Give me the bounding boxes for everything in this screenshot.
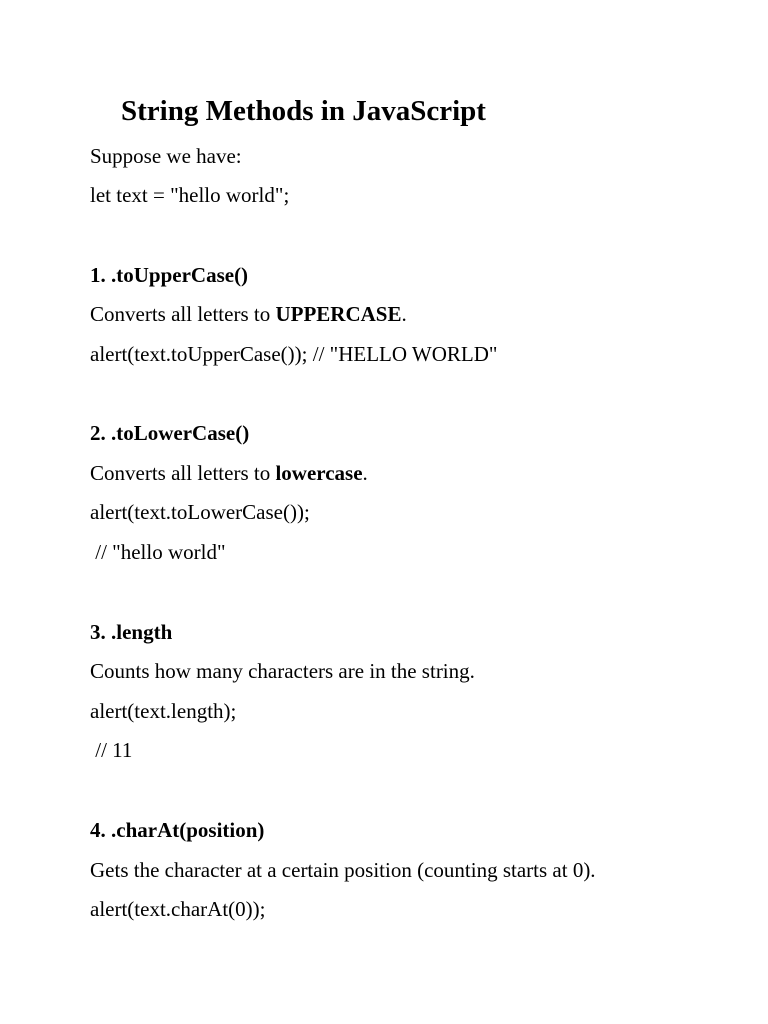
section-heading-charat: 4. .charAt(position)	[90, 818, 265, 842]
section-description-length: Counts how many characters are in the string.	[90, 659, 475, 683]
section-comment-length: // 11	[90, 738, 133, 762]
section-description-tolowercase	[90, 460, 368, 486]
section-description-touppercase	[90, 301, 407, 327]
description-emphasis: lowercase	[275, 461, 363, 485]
page-title: String Methods in JavaScript	[121, 95, 486, 127]
description-text: Converts all letters to	[90, 302, 276, 326]
description-text: Converts all letters to	[90, 461, 276, 485]
section-comment-tolowercase: // "hello world"	[90, 540, 226, 564]
section-heading-length: 3. .length	[90, 620, 173, 644]
description-emphasis: UPPERCASE	[275, 302, 402, 326]
section-code-length: alert(text.length);	[90, 699, 237, 723]
description-end: .	[401, 302, 407, 326]
intro-text: Suppose we have:	[90, 144, 242, 168]
intro-declaration: let text = "hello world";	[90, 183, 290, 207]
section-code-touppercase: alert(text.toUpperCase()); // "HELLO WORLD"	[90, 342, 498, 366]
section-heading-touppercase: 1. .toUpperCase()	[90, 263, 249, 287]
description-end: .	[362, 461, 368, 485]
section-code-charat: alert(text.charAt(0));	[90, 897, 266, 921]
section-description-charat: Gets the character at a certain position (counting starts at 0).	[90, 858, 596, 882]
section-code-tolowercase: alert(text.toLowerCase());	[90, 500, 310, 524]
section-heading-tolowercase: 2. .toLowerCase()	[90, 421, 250, 445]
